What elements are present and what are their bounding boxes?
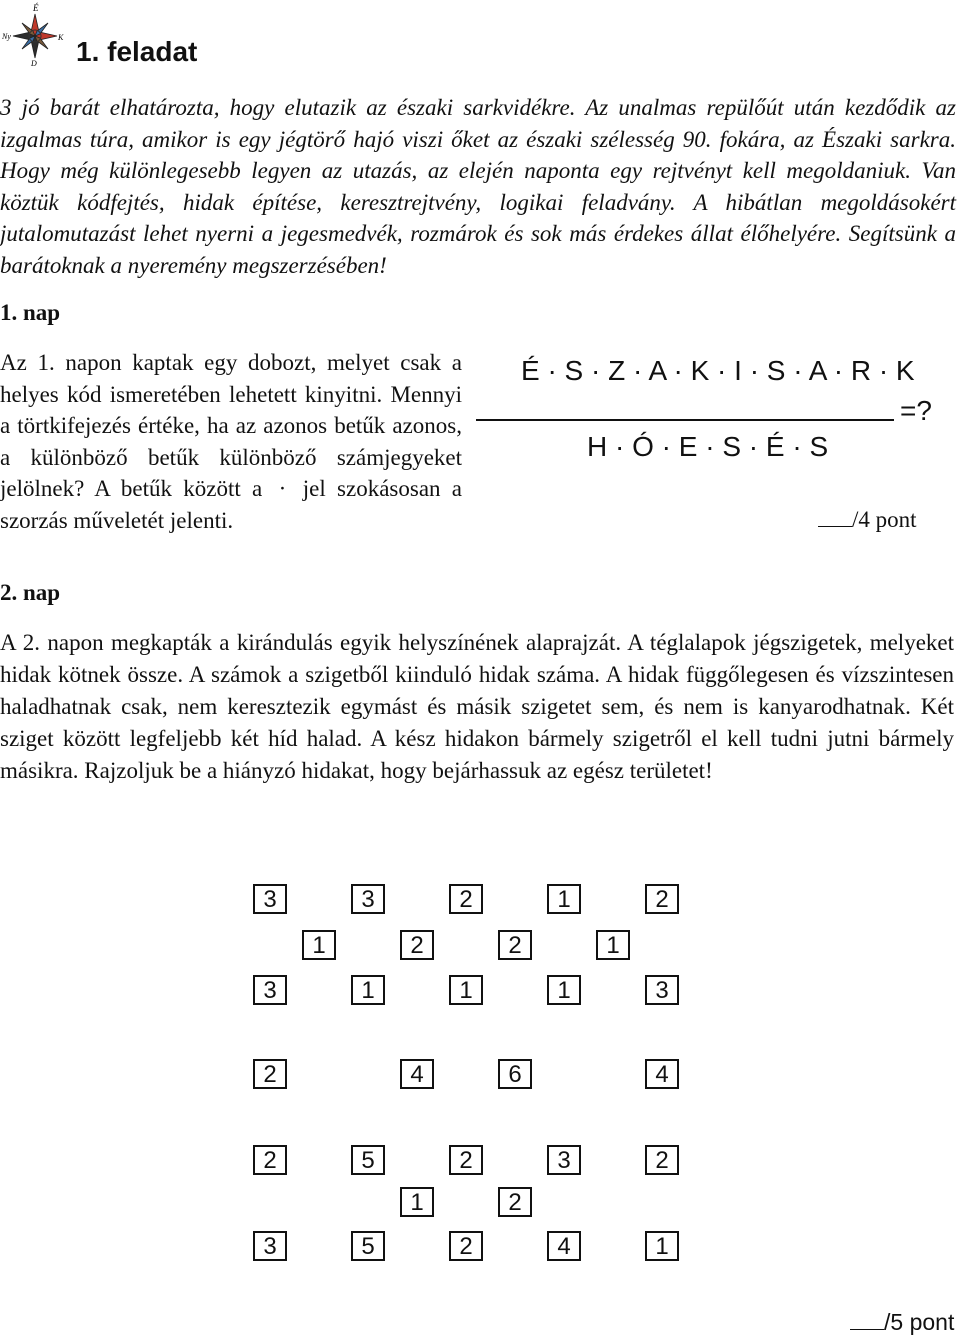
day2-points-label: /5 pont <box>884 1309 955 1335</box>
ice-island[interactable]: 3 <box>547 1145 581 1175</box>
compass-south-label: D <box>31 59 37 68</box>
ice-island[interactable]: 2 <box>449 884 483 914</box>
ice-island[interactable]: 1 <box>400 1187 434 1217</box>
fraction-denominator: H · Ó · E · S · É · S <box>587 431 829 462</box>
ice-island[interactable]: 1 <box>547 975 581 1005</box>
ice-island[interactable]: 4 <box>547 1231 581 1261</box>
day1-points-label: /4 pont <box>852 507 917 532</box>
ice-island[interactable]: 5 <box>351 1145 385 1175</box>
ice-island[interactable]: 2 <box>498 1187 532 1217</box>
page-title: 1. feladat <box>76 36 198 67</box>
ice-island[interactable]: 3 <box>253 884 287 914</box>
ice-island[interactable]: 4 <box>400 1059 434 1089</box>
day1-text-part1: Az 1. napon kaptak egy dobozt, melyet csak a helyes kód ismeretében lehetett kinyitni. Mennyi a törtkifejezés értéke, ha az azonos betűk azonos, a különböző betűk különböző számjegyeket jelölnek? A betűk között a <box>0 350 462 502</box>
intro-paragraph: 3 jó barát elhatározta, hogy elutazik az északi sarkvidékre. Az unalmas repülőút után kezdődik az izgalmas túra, amikor is egy jégtörő hajó viszi őket az északi szélesség 90. fokára, az Északi sarkra. Hogy még különlegesebb legyen az utazás, az elején naponta egy rejtvényt kell megoldaniuk. Van köztük kódfejtés, hidak építése, keresztrejtvény, logikai feladvány. A hibátlan megoldásokért jutalomutazást lehet nyerni a jegesmedvék, rozmárok és sok más érdekes állat élőhelyére. Segítsünk a barátoknak a nyeremény megszerzésében! <box>0 95 956 278</box>
compass-north-label: É <box>33 3 39 13</box>
ice-island[interactable]: 1 <box>596 930 630 960</box>
ice-island[interactable]: 3 <box>645 975 679 1005</box>
compass-west-label: Ny <box>2 32 11 41</box>
ice-island[interactable]: 2 <box>645 1145 679 1175</box>
ice-island[interactable]: 3 <box>253 975 287 1005</box>
ice-island[interactable]: 2 <box>400 930 434 960</box>
fraction-bar <box>476 419 894 421</box>
day2-heading: 2. nap <box>0 580 61 605</box>
day1-score <box>818 506 917 533</box>
ice-island[interactable]: 1 <box>547 884 581 914</box>
ice-island[interactable]: 2 <box>498 930 532 960</box>
ice-island[interactable]: 2 <box>253 1145 287 1175</box>
compass-east-label: K <box>58 33 64 42</box>
score-blank-line[interactable] <box>818 506 852 527</box>
day1-task-text <box>0 347 462 537</box>
ice-island[interactable]: 2 <box>449 1145 483 1175</box>
fraction-equals: =? <box>900 395 932 426</box>
day2-task-text: A 2. napon megkapták a kirándulás egyik helyszínének alaprajzát. A téglalapok jégszigetek, melyeket hidak kötnek össze. A számok a szigetből kiinduló hidak száma. A hidak függőlegesen és vízszintesen haladhatnak csak, nem keresztezik egymást és másik szigetet sem, és nem is kanyarodhatnak. Két sziget között legfeljebb két híd halad. A kész hidakon bármely szigetről el kell tudni jutni bármely másikra. Rajzoljuk be a hiányzó hidakat, hogy bejárhassuk az egész területet! <box>0 630 954 783</box>
ice-island[interactable]: 1 <box>449 975 483 1005</box>
fraction-numerator: É · S · Z · A · K · I · S · A · R · K <box>521 355 915 386</box>
ice-island[interactable]: 3 <box>351 884 385 914</box>
ice-island[interactable]: 4 <box>645 1059 679 1089</box>
ice-island[interactable]: 1 <box>351 975 385 1005</box>
score-blank-line[interactable] <box>850 1309 884 1330</box>
compass-rose-logo <box>2 2 66 68</box>
day2-score <box>850 1309 954 1336</box>
ice-island[interactable]: 2 <box>449 1231 483 1261</box>
ice-island[interactable]: 1 <box>302 930 336 960</box>
ice-island[interactable]: 5 <box>351 1231 385 1261</box>
ice-island[interactable]: 6 <box>498 1059 532 1089</box>
multiplication-dot: · <box>278 476 287 502</box>
day1-heading: 1. nap <box>0 300 61 325</box>
ice-island[interactable]: 2 <box>645 884 679 914</box>
day1-text-part2: jel szokásosan a szorzás műveletét jelenti. <box>0 476 463 533</box>
ice-island[interactable]: 2 <box>253 1059 287 1089</box>
ice-island[interactable]: 3 <box>253 1231 287 1261</box>
ice-island[interactable]: 1 <box>645 1231 679 1261</box>
